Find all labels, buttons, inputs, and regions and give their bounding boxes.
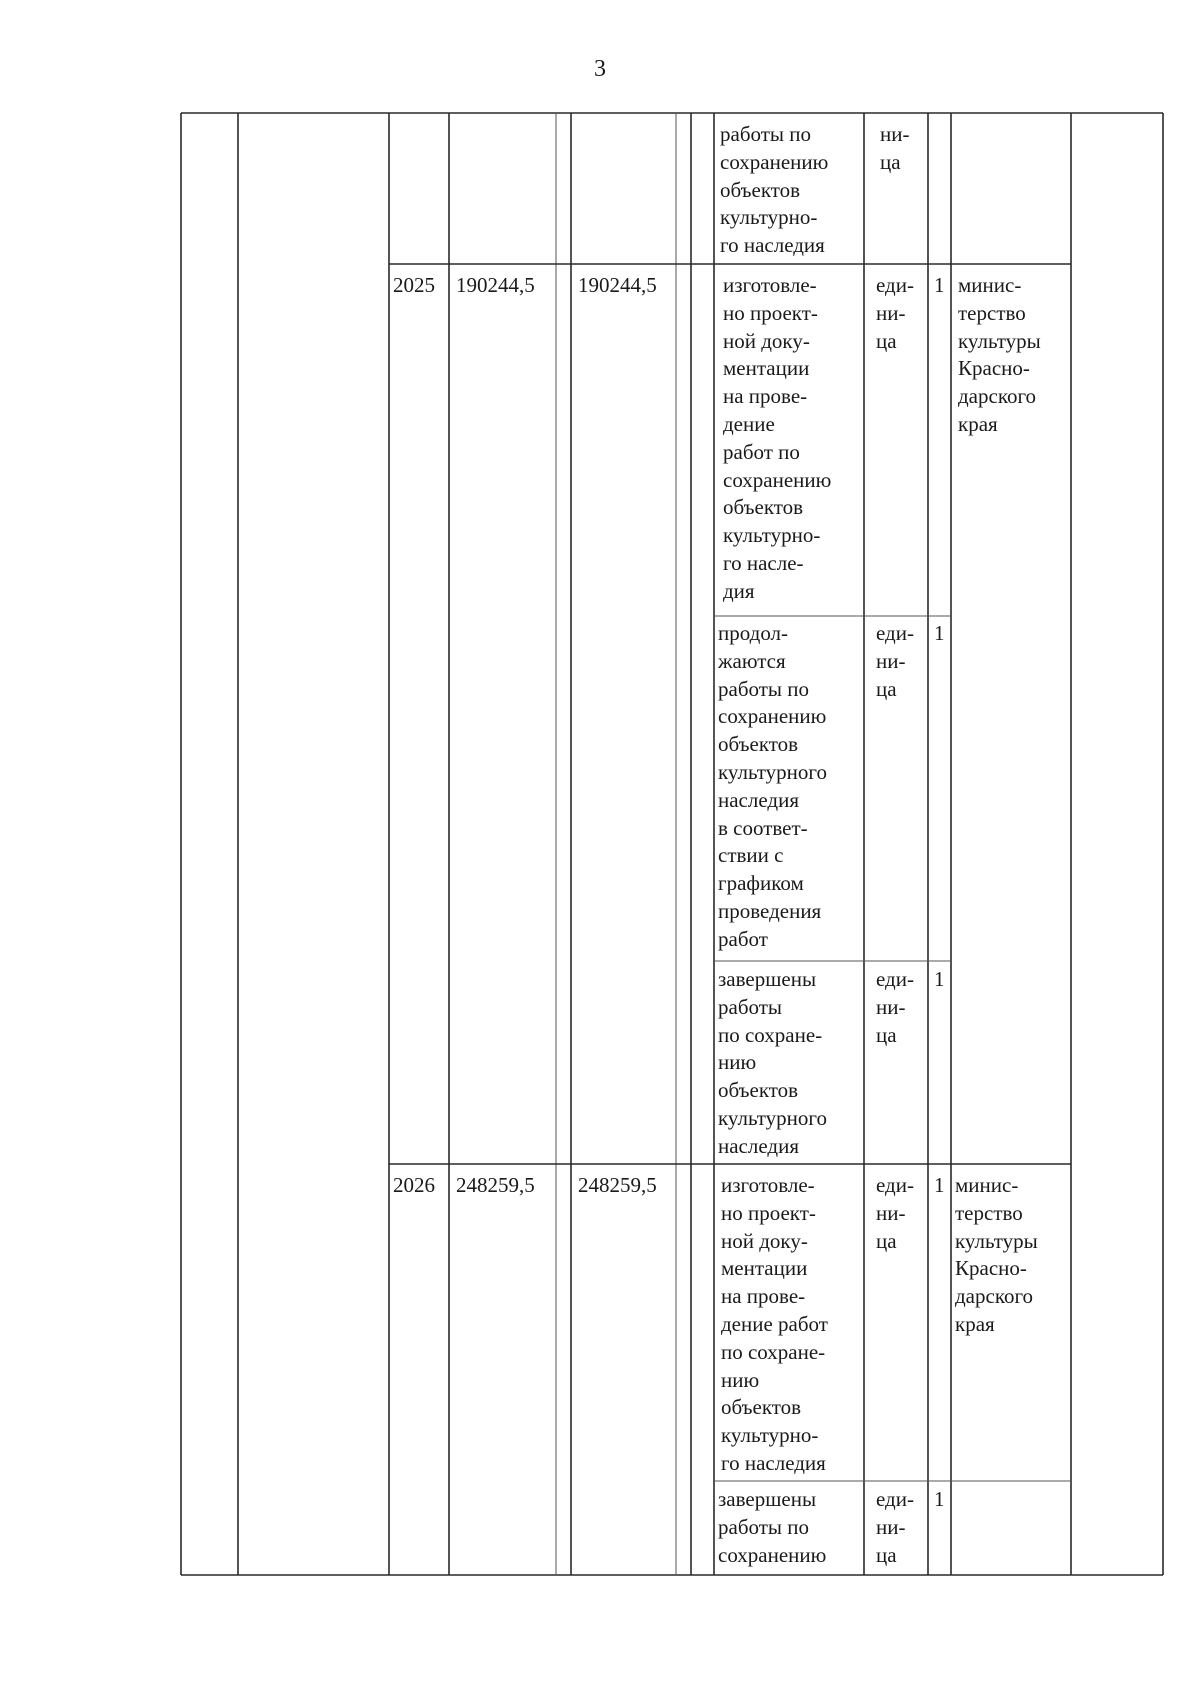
result-text: изготовле- но проект- ной доку- ментации на прове- дение работ по сохране- нию объектов культурно- го наследия xyxy=(721,1173,828,1475)
year-cell: 2025 xyxy=(393,273,435,297)
total-funding-cell: 248259,5 xyxy=(456,1173,535,1197)
ministry-cell: минис- терство культуры Красно- дарского края xyxy=(955,1173,1038,1336)
result-text: изготовле- но проект- ной доку- ментации на прове- дение работ по сохранению объектов культурно- го насле- дия xyxy=(723,273,832,603)
result-text: завершены работы по сохране- нию объектов культурного наследия xyxy=(718,967,827,1158)
result-text: продол- жаются работы по сохранению объектов культурного наследия в соответ- ствии с графиком проведения работ xyxy=(718,621,827,951)
result-value: 1 xyxy=(934,1487,945,1511)
result-value: 1 xyxy=(934,1173,945,1197)
result-unit: еди- ни- ца xyxy=(876,967,914,1047)
result-text: работы по сохранению объектов культурно- го наследия xyxy=(720,122,829,258)
page-number: 3 xyxy=(594,56,606,82)
regional-funding-cell: 248259,5 xyxy=(578,1173,657,1197)
year-cell: 2026 xyxy=(393,1173,435,1197)
regional-funding-cell: 190244,5 xyxy=(578,273,657,297)
result-unit: еди- ни- ца xyxy=(876,1173,914,1253)
result-value: 1 xyxy=(934,273,945,297)
ministry-cell: минис- терство культуры Красно- дарского края xyxy=(958,273,1041,436)
result-unit: еди- ни- ца xyxy=(876,1487,914,1567)
result-unit: еди- ни- ца xyxy=(876,621,914,701)
total-funding-cell: 190244,5 xyxy=(456,273,535,297)
result-value: 1 xyxy=(934,621,945,645)
result-text: завершены работы по сохранению xyxy=(718,1487,827,1567)
result-unit: ни- ца xyxy=(880,122,910,174)
result-value: 1 xyxy=(934,967,945,991)
result-unit: еди- ни- ца xyxy=(876,273,914,353)
